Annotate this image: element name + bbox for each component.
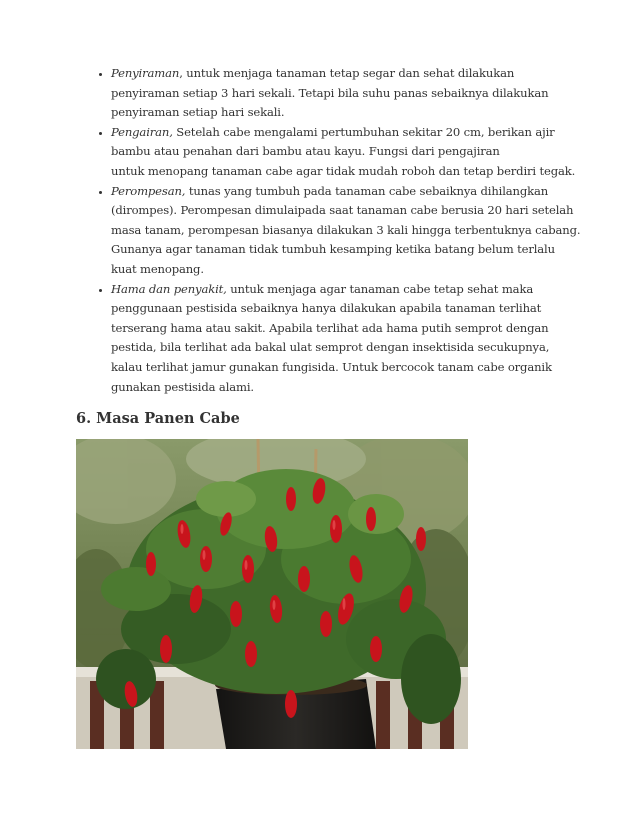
tip-line: penyiraman setiap hari sekali. (111, 105, 285, 120)
tip-line: • Hama dan penyakit, untuk menjaga agar tanaman cabe tetap sehat maka (111, 281, 534, 296)
tip-term: Perompesan, (111, 183, 186, 198)
tip-line: kalau terlihat jamur gunakan fungisida. Untuk bercocok tanam cabe organik (111, 359, 552, 374)
tip-line: • Penyiraman, untuk menjaga tanaman tetap segar dan sehat dilakukan (111, 66, 515, 80)
chili-plant-photo (76, 439, 468, 749)
tip-line: • Pengairan, Setelah cabe mengalami pertumbuhan sekitar 20 cm, berikan ajir (111, 124, 555, 139)
tip-pengairan (111, 123, 611, 182)
tip-term: Pengairan, (111, 124, 173, 139)
tip-line: untuk menopang tanaman cabe agar tidak mudah roboh dan tetap berdiri tegak. (111, 163, 576, 178)
tip-line: bambu atau penahan dari bambu atau kayu. Fungsi dari pengajiran (111, 144, 500, 159)
tip-line: (dirompes). Perompesan dimulaipada saat tanaman cabe berusia 20 hari setelah (111, 203, 574, 218)
tip-line: gunakan pestisida alami. (111, 379, 254, 394)
tip-line: Gunanya agar tanaman tidak tumbuh kesamping ketika batang belum terlalu (111, 242, 555, 257)
tip-penyiraman (111, 64, 611, 123)
tip-line: masa tanam, perompesan biasanya dilakukan 3 kali hingga terbentuknya cabang. (111, 222, 581, 237)
tip-line: terserang hama atau sakit. Apabila terlihat ada hama putih semprot dengan (111, 320, 549, 335)
tip-line: • Perompesan, tunas yang tumbuh pada tanaman cabe sebaiknya dihilangkan (111, 183, 549, 198)
tip-line: penyiraman setiap 3 hari sekali. Tetapi bila suhu panas sebaiknya dilakukan (111, 85, 549, 100)
tip-line: kuat menopang. (111, 261, 204, 276)
tip-line: penggunaan pestisida sebaiknya hanya dilakukan apabila tanaman terlihat (111, 301, 542, 316)
tip-term: Hama dan penyakit, (111, 281, 227, 296)
tip-line: pestida, bila terlihat ada bakal ulat semprot dengan insektisida secukupnya, (111, 340, 550, 355)
section-heading: 6. Masa Panen Cabe (76, 410, 240, 427)
care-tips-list (78, 64, 611, 397)
tip-hama-dan-penyakit (111, 280, 611, 398)
tip-perompesan (111, 182, 611, 280)
chili-plant-illustration (76, 439, 468, 749)
tip-term: Penyiraman (111, 66, 180, 80)
